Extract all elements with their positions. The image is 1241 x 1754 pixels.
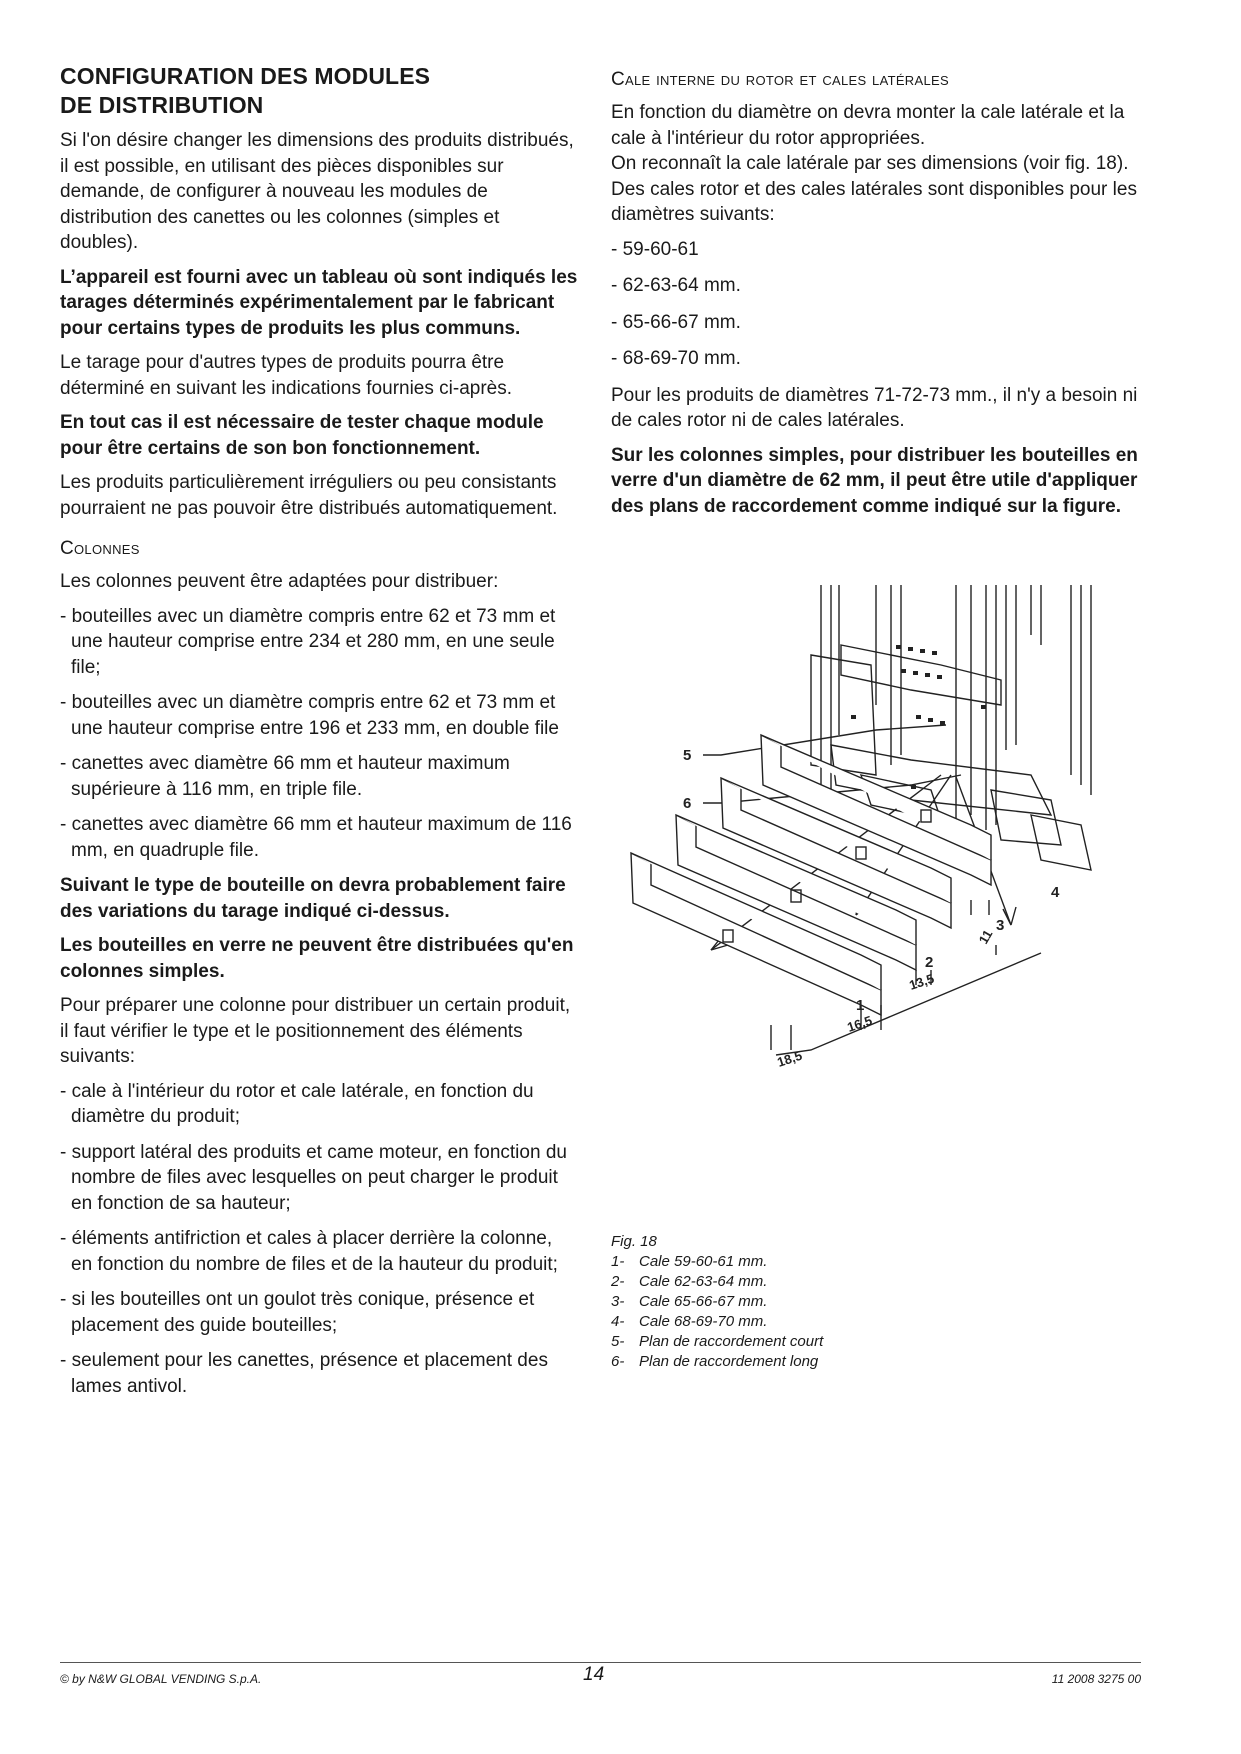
list-item: - seulement pour les canettes, présence et placement des lames antivol. [60, 1350, 548, 1397]
diameter-sizes-list [611, 237, 1141, 372]
list-item: - cale à l'intérieur du rotor et cale latérale, en fonction du diamètre du produit; [60, 1080, 534, 1127]
footer-copyright: © by N&W GLOBAL VENDING S.p.A. [60, 1672, 262, 1686]
no-shim-paragraph: Pour les produits de diamètres 71-72-73 mm., il n'y a besoin ni de cales rotor ni de cales latérales. [611, 384, 1138, 431]
irregular-products-paragraph: Les produits particulièrement irréguliers ou peu consistants pourraient ne pas pouvoir être distribués automatiquement. [60, 472, 558, 519]
list-item: - support latéral des produits et came moteur, en fonction du nombre de files avec lesquelles on peut charger le produit en fonction de sa hauteur; [60, 1141, 567, 1214]
list-item: - si les bouteilles ont un goulot très conique, présence et placement des guide bouteilles; [60, 1289, 535, 1336]
list-item: - éléments antifriction et cales à placer derrière la colonne, en fonction du nombre de files et de la hauteur du produit; [60, 1228, 558, 1275]
rotor-paragraph-3: Des cales rotor et des cales latérales sont disponibles pour les diamètres suivants: [611, 178, 1137, 225]
figure-18-diagram [611, 585, 1131, 1225]
rotor-shim-heading: Cale interne du rotor et cales latérales [611, 69, 949, 90]
list-item: - 68-69-70 mm. [611, 348, 741, 369]
bold-note-calibration-table: L’appareil est fourni avec un tableau où sont indiqués les tarages déterminés expérimentalement par le fabricant pour certains types de produits les plus communs. [60, 266, 578, 339]
prepare-column-paragraph: Pour préparer une colonne pour distribuer un certain produit, il faut vérifier le type et le positionnement des éléments suivants: [60, 995, 571, 1067]
dimension-16-5: 16,5 [845, 1012, 875, 1035]
bold-note-glass-62mm: Sur les colonnes simples, pour distribuer les bouteilles en verre d'un diamètre de 62 mm, il peut être utile d'appliquer des plans de raccordement comme indiqué sur la figure. [611, 444, 1138, 517]
caption-title: Fig. 18 [611, 1233, 657, 1250]
caption-item: 5- Plan de raccordement court [611, 1333, 824, 1350]
caption-item: 3- Cale 65-66-67 mm. [611, 1293, 768, 1310]
bold-note-glass-bottles: Les bouteilles en verre ne peuvent être distribuées qu'en colonnes simples. [60, 935, 574, 982]
shim-1-label: 1 [856, 997, 865, 1014]
calibration-paragraph: Le tarage pour d'autres types de produits pourra être déterminé en suivant les indications fournies ci-après. [60, 352, 513, 399]
shim-exploded-drawing [611, 585, 1131, 1225]
bold-note-bottle-variation: Suivant le type de bouteille on devra probablement faire des variations du tarage indiqué ci-dessus. [60, 875, 566, 922]
footer-doc-code: 11 2008 3275 00 [1051, 1672, 1141, 1686]
shim-4-label: 4 [1051, 884, 1060, 901]
dimension-18-5: 18,5 [775, 1047, 805, 1070]
page-number: 14 [583, 1664, 605, 1685]
list-item: - canettes avec diamètre 66 mm et hauteur maximum de 116 mm, en quadruple file. [60, 814, 572, 861]
list-item: - bouteilles avec un diamètre compris entre 62 et 73 mm et une hauteur comprise entre 196 et 233 mm, en double file [60, 692, 559, 739]
intro-paragraph: Si l'on désire changer les dimensions des produits distribués, il est possible, en utilisant des pièces disponibles sur demande, de configurer à nouveau les modules de distribution des canettes ou les colonnes (simples et doubles). [60, 130, 574, 253]
section-title-line2: DE DISTRIBUTION [60, 92, 264, 118]
figure-caption [611, 1232, 1011, 1372]
dimension-11: 11 [975, 927, 996, 947]
list-item: - bouteilles avec un diamètre compris entre 62 et 73 mm et une hauteur comprise entre 234 et 280 mm, en une seule file; [60, 605, 556, 678]
caption-item: 2- Cale 62-63-64 mm. [611, 1273, 768, 1290]
callout-6-label: 6 [683, 795, 692, 812]
bold-note-test-module: En tout cas il est nécessaire de tester chaque module pour être certains de son bon fonctionnement. [60, 412, 544, 459]
section-title-line1: CONFIGURATION DES MODULES [60, 63, 431, 89]
list-item: - 62-63-64 mm. [611, 275, 741, 296]
list-item: - 65-66-67 mm. [611, 311, 741, 333]
section-title [60, 62, 578, 120]
shim-plates [631, 735, 991, 1015]
footer-divider [60, 1662, 1141, 1663]
list-item: - 59-60-61 [611, 238, 699, 260]
rotor-paragraph-1: En fonction du diamètre on devra monter la cale latérale et la cale à l'intérieur du rotor appropriées. [611, 102, 1125, 149]
shim-2-label: 2 [925, 954, 934, 971]
prepare-list [60, 1079, 578, 1400]
right-column [611, 62, 1141, 528]
colonnes-intro: Les colonnes peuvent être adaptées pour distribuer: [60, 571, 499, 592]
dimension-13-5: 13,5 [907, 970, 937, 993]
callout-5-label: 5 [683, 747, 692, 764]
colonnes-list [60, 604, 578, 864]
colonnes-heading: Colonnes [60, 538, 140, 559]
caption-item: 6- Plan de raccordement long [611, 1353, 819, 1370]
caption-item: 4- Cale 68-69-70 mm. [611, 1313, 768, 1330]
list-item: - canettes avec diamètre 66 mm et hauteur maximum supérieure à 116 mm, en triple file. [60, 753, 510, 800]
caption-item: 1- Cale 59-60-61 mm. [611, 1253, 768, 1270]
rotor-paragraph-2: On reconnaît la cale latérale par ses dimensions (voir fig. 18). [611, 153, 1129, 174]
left-column [60, 62, 578, 1409]
shim-3-label: 3 [996, 917, 1005, 934]
